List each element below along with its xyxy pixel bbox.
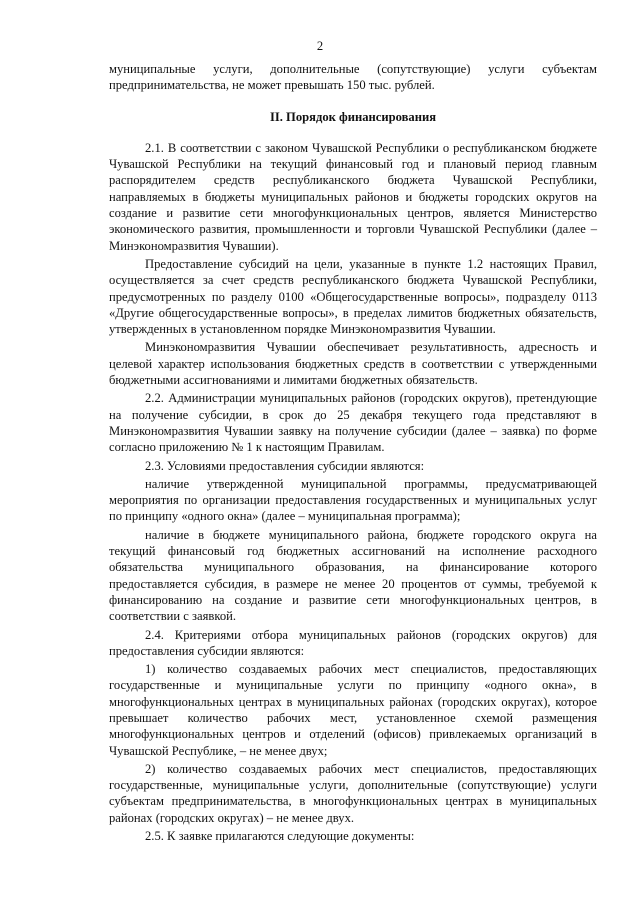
paragraph-continuation: муниципальные услуги, дополнительные (сопутствующие) услуги субъектам предпринимательства, не может превышать 150 тыс. рублей. (109, 62, 597, 93)
paragraph-ministry-ensures: Минэкономразвития Чувашии обеспечивает результативность, адресность и целевой характер использования бюджетных средств в соответствии с утвержденными бюджетными ассигнованиями и лимитами бюджетных обязательств. (109, 340, 597, 388)
paragraph-criterion-2: 2) количество создаваемых рабочих мест специалистов, предоставляющих государственные, муниципальные услуги, дополнительные (сопутствующие) услуги субъектам предпринимательства, в многофункциональных центрах в муниципальных районах (городских округах) – не менее двух. (109, 761, 597, 825)
paragraph-2-2: 2.2. Администрации муниципальных районов (городских округов), претендующие на получение субсидии, в срок до 25 декабря текущего года представляют в Минэкономразвития Чувашии заявку на получение субсидии (далее – заявка) по форме согласно приложению № 1 к настоящим Правилам. (109, 391, 597, 455)
paragraph-subsidy-provision: Предоставление субсидий на цели, указанные в пункте 1.2 настоящих Правил, осуществляется за счет средств республиканского бюджета Чувашской Республики, предусмотренных по разделу 0100 «Общегосударственные вопросы», подразделу 0113 «Другие общегосударственные вопросы», в пределах лимитов бюджетных обязательств, утвержденных в установленном порядке Минэкономразвития Чувашии. (109, 256, 597, 337)
paragraph-2-3: 2.3. Условиями предоставления субсидии являются: (145, 458, 425, 473)
page-number: 2 (316, 39, 324, 53)
paragraph-criterion-1: 1) количество создаваемых рабочих мест специалистов, предоставляющих государственные и муниципальные услуги по принципу «одного окна», в многофункциональных центрах в муниципальных районах (городских округах), которое превышает количество рабочих мест, установленное схемой размещения многофункциональных центров и отделений (офисов) привлекаемых организаций в Чувашской Республике, – не менее двух; (109, 662, 597, 758)
paragraph-condition-program: наличие утвержденной муниципальной программы, предусматривающей мероприятия по организации предоставления государственных и муниципальных услуг по принципу «одного окна» (далее – муниципальная программа); (109, 476, 597, 524)
document-body (109, 61, 597, 846)
section-heading: II. Порядок финансирования (269, 109, 437, 124)
paragraph-2-1: 2.1. В соответствии с законом Чувашской Республики о республиканском бюджете Чувашской Республики на текущий финансовый год и плановый период главным распорядителем средств республиканского бюджета Чувашской Республики, направляемых в бюджеты муниципальных районов и бюджеты городских округов на создание и развитие сети многофункциональных центров, является Министерство экономического развития, промышленности и торговли Чувашской Республики (далее – Минэкономразвития Чувашии). (109, 140, 597, 253)
paragraph-condition-budget: наличие в бюджете муниципального района, бюджете городского округа на текущий финансовый год бюджетных ассигнований на исполнение расходного обязательства муниципального образования, на финансирование которого предоставляется субсидия, в размере не менее 20 процентов от суммы, требуемой к финансированию на создание и развитие сети многофункциональных центров, в соответствии с заявкой. (109, 527, 597, 624)
paragraph-2-5: 2.5. К заявке прилагаются следующие документы: (145, 829, 415, 844)
paragraph-2-4: 2.4. Критериями отбора муниципальных районов (городских округов) для предоставления субсидии являются: (109, 627, 597, 658)
